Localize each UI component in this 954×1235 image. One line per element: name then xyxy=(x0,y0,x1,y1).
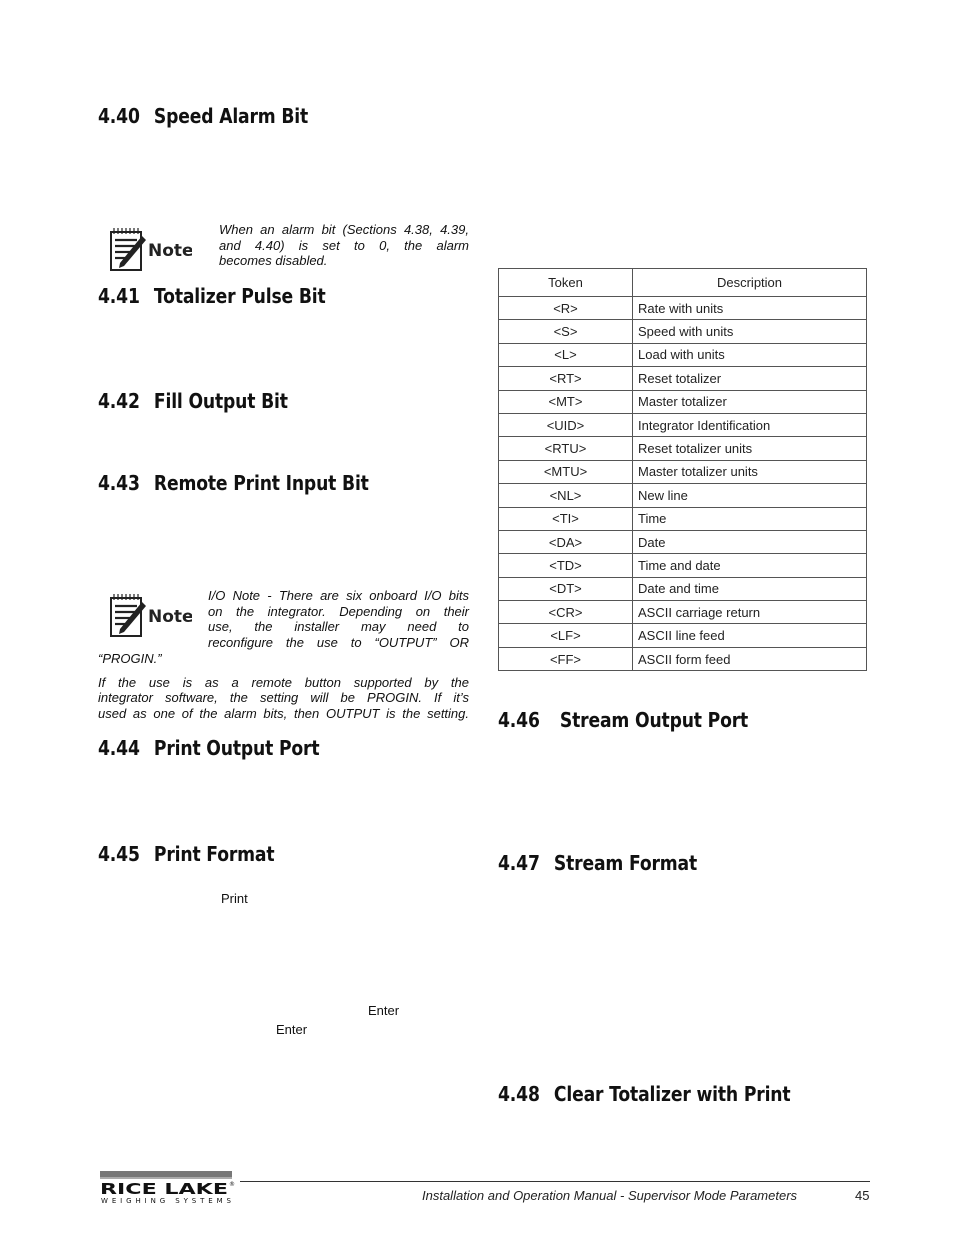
description-cell: Reset totalizer xyxy=(633,367,867,390)
heading-4-48 xyxy=(498,1082,790,1106)
section-number: 4.47 xyxy=(498,851,540,875)
heading-4-46 xyxy=(498,708,748,732)
note-label: Note xyxy=(148,607,192,627)
note-1-line-1: When an alarm bit (Sections 4.38, 4.39, xyxy=(219,222,469,237)
description-cell: Time xyxy=(633,507,867,530)
token-cell: <DA> xyxy=(499,530,633,553)
description-cell: Integrator Identification xyxy=(633,413,867,436)
heading-4-47 xyxy=(498,851,697,875)
table-row xyxy=(499,460,867,483)
rice-lake-logo xyxy=(98,1168,236,1206)
section-title: Stream Format xyxy=(553,851,698,875)
section-number: 4.42 xyxy=(98,389,140,413)
description-cell: ASCII carriage return xyxy=(633,601,867,624)
description-cell: Date xyxy=(633,530,867,553)
section-title: Totalizer Pulse Bit xyxy=(153,284,326,308)
section-title: Stream Output Port xyxy=(559,708,749,732)
column-header-token: Token xyxy=(499,269,633,297)
token-cell: <TI> xyxy=(499,507,633,530)
token-cell: <FF> xyxy=(499,647,633,670)
section-title: Remote Print Input Bit xyxy=(153,471,369,495)
section-title: Fill Output Bit xyxy=(153,389,288,413)
heading-4-41 xyxy=(98,284,326,308)
description-cell: Master totalizer xyxy=(633,390,867,413)
section-number: 4.48 xyxy=(498,1082,540,1106)
heading-4-45 xyxy=(98,842,274,866)
table-row xyxy=(499,437,867,460)
table-row xyxy=(499,343,867,366)
footer-title: Installation and Operation Manual - Supervisor Mode Parameters xyxy=(422,1188,798,1203)
note-2-para-line-3: used as one of the alarm bits, then OUTPUT is the setting. xyxy=(98,706,469,721)
token-cell: <MT> xyxy=(499,390,633,413)
note-2-line-2: on the integrator. Depending on their xyxy=(208,604,469,619)
section-number: 4.41 xyxy=(98,284,140,308)
section-title: Print Format xyxy=(153,842,275,866)
section-title: Speed Alarm Bit xyxy=(153,104,309,128)
table-row xyxy=(499,390,867,413)
note-label: Note xyxy=(148,241,192,261)
enter-key-label: Enter xyxy=(368,1003,400,1018)
print-key-label: Print xyxy=(221,891,248,906)
note-2-para-line-2: integrator software, the setting will be PROGIN. If it’s xyxy=(98,690,469,705)
token-cell: <RTU> xyxy=(499,437,633,460)
token-cell: <LF> xyxy=(499,624,633,647)
note-1-line-2: and 4.40) is set to 0, the alarm xyxy=(219,238,469,253)
table-row xyxy=(499,530,867,553)
table-row xyxy=(499,320,867,343)
note-1-line-3: becomes disabled. xyxy=(219,253,328,268)
table-row xyxy=(499,507,867,530)
token-cell: <S> xyxy=(499,320,633,343)
section-title: Print Output Port xyxy=(153,736,320,760)
description-cell: ASCII form feed xyxy=(633,647,867,670)
registered-mark: ® xyxy=(229,1181,235,1188)
description-cell: Speed with units xyxy=(633,320,867,343)
note-2-line-3: use, the installer may need to xyxy=(208,619,469,634)
section-number: 4.44 xyxy=(98,736,140,760)
token-cell: <R> xyxy=(499,297,633,320)
description-cell: Date and time xyxy=(633,577,867,600)
token-cell: <CR> xyxy=(499,601,633,624)
token-cell: <L> xyxy=(499,343,633,366)
token-cell: <DT> xyxy=(499,577,633,600)
column-header-description: Description xyxy=(633,269,867,297)
table-row xyxy=(499,647,867,670)
section-number: 4.45 xyxy=(98,842,140,866)
description-cell: Master totalizer units xyxy=(633,460,867,483)
description-cell: Rate with units xyxy=(633,297,867,320)
description-cell: New line xyxy=(633,484,867,507)
token-cell: <NL> xyxy=(499,484,633,507)
token-cell: <UID> xyxy=(499,413,633,436)
description-cell: ASCII line feed xyxy=(633,624,867,647)
section-number: 4.43 xyxy=(98,471,140,495)
section-number: 4.40 xyxy=(98,104,140,128)
note-2-para-line-1: If the use is as a remote button supported by the xyxy=(98,675,469,690)
heading-4-43 xyxy=(98,471,369,495)
table-row xyxy=(499,413,867,436)
table-row xyxy=(499,484,867,507)
table-row xyxy=(499,577,867,600)
enter-key-label: Enter xyxy=(276,1022,308,1037)
table-row xyxy=(499,624,867,647)
heading-4-44 xyxy=(98,736,319,760)
table-row xyxy=(499,367,867,390)
note-2-line-1: I/O Note - There are six onboard I/O bits xyxy=(208,588,469,603)
table-row xyxy=(499,554,867,577)
token-cell: <TD> xyxy=(499,554,633,577)
logo-tagline: WEIGHING SYSTEMS xyxy=(101,1197,231,1205)
token-cell: <RT> xyxy=(499,367,633,390)
table-row xyxy=(499,601,867,624)
logo-wordmark: RICE LAKE xyxy=(100,1180,228,1198)
section-title: Clear Totalizer with Print xyxy=(553,1082,791,1106)
description-cell: Load with units xyxy=(633,343,867,366)
note-2-line-4: reconfigure the use to “OUTPUT” OR xyxy=(208,635,469,650)
section-number: 4.46 xyxy=(498,708,540,732)
description-cell: Time and date xyxy=(633,554,867,577)
table-row xyxy=(499,297,867,320)
note-icon xyxy=(108,226,192,274)
token-table xyxy=(498,268,867,671)
token-cell: <MTU> xyxy=(499,460,633,483)
page-number: 45 xyxy=(855,1188,870,1203)
table-header-row xyxy=(499,269,867,297)
description-cell: Reset totalizer units xyxy=(633,437,867,460)
note-2-tail: “PROGIN.” xyxy=(98,651,162,666)
note-icon xyxy=(108,592,192,640)
heading-4-40 xyxy=(98,104,308,128)
heading-4-42 xyxy=(98,389,288,413)
footer-rule xyxy=(240,1181,870,1182)
